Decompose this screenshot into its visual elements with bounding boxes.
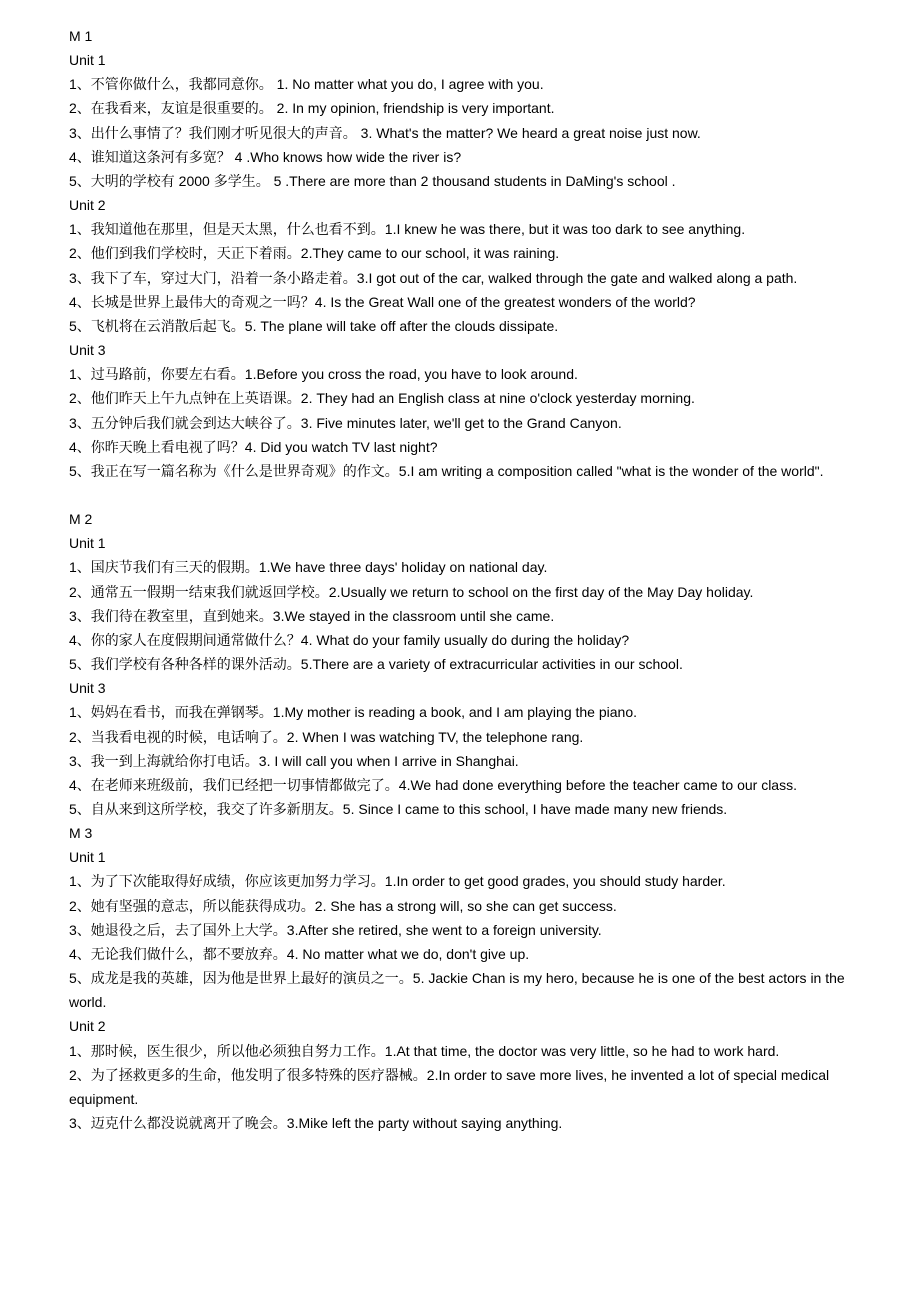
sentence-pair: 5、自从来到这所学校，我交了许多新朋友。5. Since I came to this school, I have made many new friends. <box>69 800 728 817</box>
module-heading: M 2 <box>69 511 93 528</box>
sentence-pair: 5、飞机将在云消散后起飞。5. The plane will take off after the clouds dissipate. <box>69 317 559 334</box>
sentence-pair: 1、国庆节我们有三天的假期。1.We have three days' holiday on national day. <box>69 559 548 576</box>
sentence-pair: 2、她有坚强的意志，所以能获得成功。2. She has a strong will, so she can get success. <box>69 897 617 914</box>
module-heading: M 1 <box>69 28 93 44</box>
sentence-pair: 4、在老师来班级前，我们已经把一切事情都做完了。4.We had done everything before the teacher came to our class. <box>69 776 797 793</box>
unit-heading: Unit 3 <box>69 342 106 359</box>
unit-heading: Unit 1 <box>69 535 106 552</box>
sentence-pair: 3、我下了车，穿过大门，沿着一条小路走着。3.I got out of the car, walked through the gate and walked along a path. <box>69 269 798 286</box>
sentence-pair: 1、过马路前，你要左右看。1.Before you cross the road, you have to look around. <box>69 366 578 383</box>
unit-heading: Unit 1 <box>69 52 106 69</box>
sentence-pair: 5、我正在写一篇名称为《什么是世界奇观》的作文。5.I am writing a composition called "what is the wonder of the world". <box>69 462 824 479</box>
sentence-pair: 3、迈克什么都没说就离开了晚会。3.Mike left the party without saying anything. <box>69 1115 563 1132</box>
blank-line <box>69 483 852 507</box>
sentence-pair: 2、他们到我们学校时，天正下着雨。2.They came to our school, it was raining. <box>69 245 560 262</box>
sentence-pair: 2、他们昨天上午九点钟在上英语课。2. They had an English class at nine o'clock yesterday morning. <box>69 390 695 407</box>
unit-heading: Unit 2 <box>69 1018 106 1035</box>
document-page <box>69 24 852 1135</box>
unit-heading: Unit 3 <box>69 680 106 697</box>
unit-heading: Unit 2 <box>69 197 106 214</box>
sentence-pair: 4、你昨天晚上看电视了吗？4. Did you watch TV last night? <box>69 438 438 455</box>
sentence-pair: 4、长城是世界上最伟大的奇观之一吗？4. Is the Great Wall one of the greatest wonders of the world? <box>69 293 696 310</box>
sentence-pair: 5、大明的学校有 2000 多学生。 5 .There are more than 2 thousand students in DaMing's school . <box>69 172 676 189</box>
module-3 <box>69 821 852 1135</box>
sentence-pair: 2、在我看来，友谊是很重要的。 2. In my opinion, friendship is very important. <box>69 100 555 117</box>
unit-section <box>69 193 852 338</box>
sentence-pair: 2、通常五一假期一结束我们就返回学校。2.Usually we return to school on the first day of the May Day holiday. <box>69 583 754 600</box>
sentence-pair: 3、我一到上海就给你打电话。3. I will call you when I arrive in Shanghai. <box>69 752 519 769</box>
sentence-pair: 5、我们学校有各种各样的课外活动。5.There are a variety of extracurricular activities in our school. <box>69 656 683 673</box>
unit-section <box>69 531 852 676</box>
sentence-pair: 4、谁知道这条河有多宽？ 4 .Who knows how wide the river is? <box>69 148 462 165</box>
sentence-pair: 4、你的家人在度假期间通常做什么？4. What do your family usually do during the holiday? <box>69 631 630 648</box>
module-heading: M 3 <box>69 825 93 842</box>
sentence-pair: 5、成龙是我的英雄，因为他是世界上最好的演员之一。5. Jackie Chan is my hero, because he is one of the best actors in the world. <box>69 970 845 1011</box>
module-1 <box>69 24 852 483</box>
sentence-pair: 2、为了拯救更多的生命，他发明了很多特殊的医疗器械。2.In order to save more lives, he invented a lot of special medical equipment. <box>69 1066 830 1107</box>
sentence-pair: 1、不管你做什么，我都同意你。 1. No matter what you do, I agree with you. <box>69 76 544 93</box>
unit-heading: Unit 1 <box>69 849 106 866</box>
sentence-pair: 1、我知道他在那里，但是天太黑，什么也看不到。1.I knew he was there, but it was too dark to see anything. <box>69 221 746 238</box>
sentence-pair: 1、妈妈在看书，而我在弹钢琴。1.My mother is reading a book, and I am playing the piano. <box>69 704 637 721</box>
sentence-pair: 4、无论我们做什么，都不要放弃。4. No matter what we do, don't give up. <box>69 945 530 962</box>
unit-section <box>69 338 852 483</box>
sentence-pair: 1、那时候，医生很少，所以他必须独自努力工作。1.At that time, the doctor was very little, so he had to work hard. <box>69 1042 780 1059</box>
sentence-pair: 2、当我看电视的时候，电话响了。2. When I was watching TV, the telephone rang. <box>69 728 584 745</box>
sentence-pair: 3、我们待在教室里，直到她来。3.We stayed in the classroom until she came. <box>69 607 555 624</box>
unit-section <box>69 676 852 821</box>
module-2 <box>69 507 852 821</box>
sentence-pair: 1、为了下次能取得好成绩，你应该更加努力学习。1.In order to get good grades, you should study harder. <box>69 873 726 890</box>
sentence-pair: 3、五分钟后我们就会到达大峡谷了。3. Five minutes later, we'll get to the Grand Canyon. <box>69 414 622 431</box>
unit-section <box>69 48 852 193</box>
sentence-pair: 3、她退役之后，去了国外上大学。3.After she retired, she went to a foreign university. <box>69 921 602 938</box>
unit-section <box>69 1014 852 1135</box>
sentence-pair: 3、出什么事情了？我们刚才听见很大的声音。 3. What's the matter? We heard a great noise just now. <box>69 124 701 141</box>
unit-section <box>69 845 852 1014</box>
